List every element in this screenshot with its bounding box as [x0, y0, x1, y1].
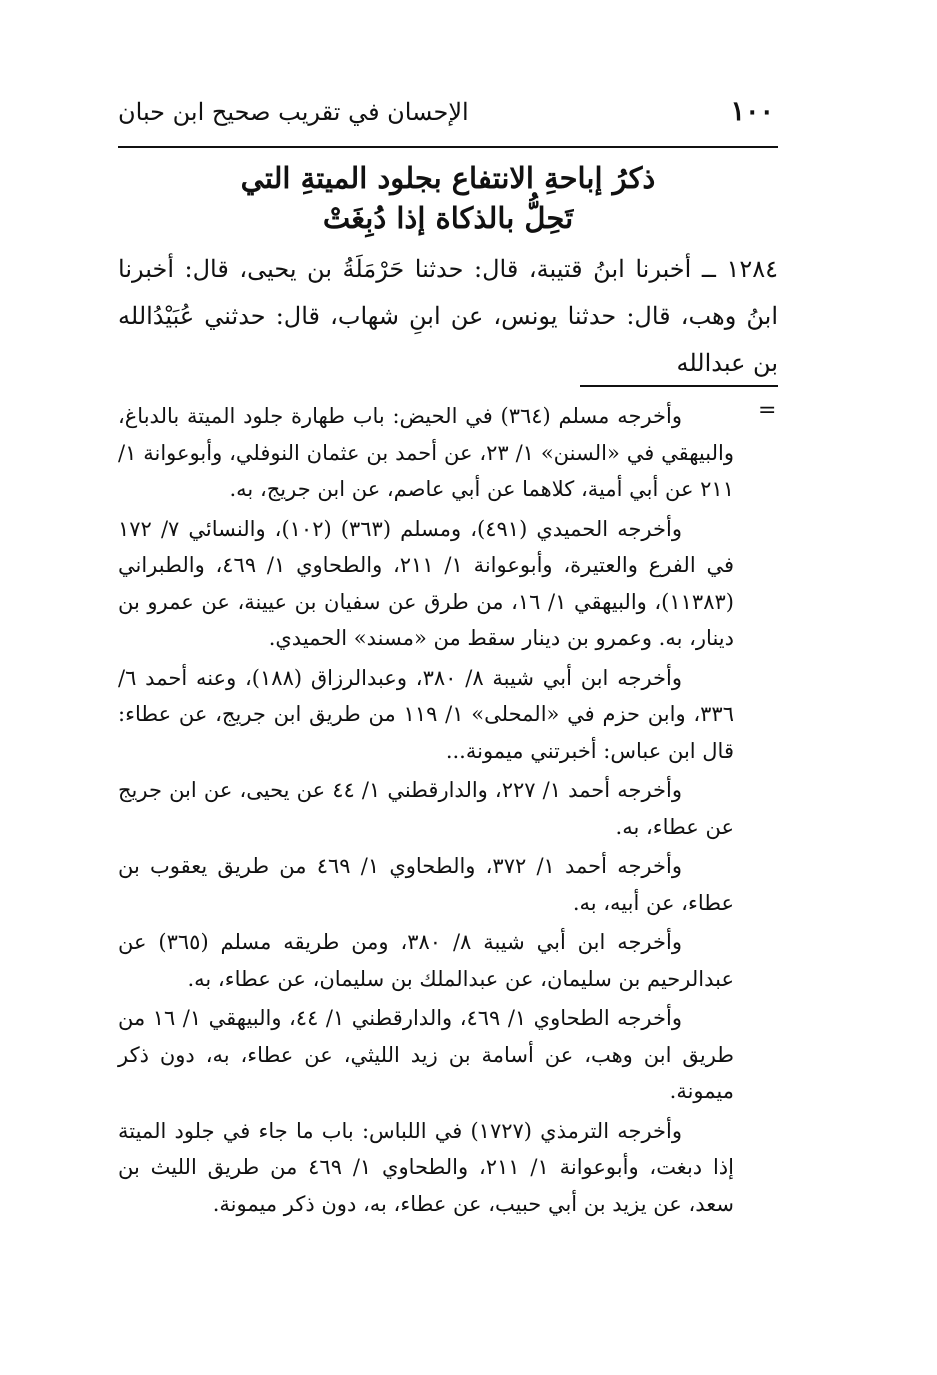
page-number: ١٠٠ — [730, 96, 774, 127]
header-rule — [118, 146, 778, 148]
footnote-paragraph: وأخرجه مسلم (٣٦٤) في الحيض: باب طهارة جلود الميتة بالدباغ، والبيهقي في «السنن» ١/ ٢٣، عن أحمد بن عثمان النوفلي، وأبوعوانة ١/ ٢١١ عن أبي أمية، كلاهما عن أبي عاصم، عن ابن جريج، به. — [118, 404, 734, 501]
footnote-paragraph: وأخرجه ابن أبي شيبة ٨/ ٣٨٠، وعبدالرزاق (١٨٨)، وعنه أحمد ٦/ ٣٣٦، وابن حزم في «المحلى» ١/ ١١٩ من طريق ابن جريج، عن عطاء: قال ابن عباس: أخبرتني ميمونة... — [118, 665, 734, 763]
footnote-paragraph: وأخرجه الحميدي (٤٩١)، ومسلم (٣٦٣) (١٠٢)، والنسائي ٧/ ١٧٢ في الفرع والعتيرة، وأبوعوانة ١/ ٢١١، والطحاوي ١/ ٤٦٩، والطبراني (١١٣٨٣)، والبيهقي ١/ ١٦، من طرق عن سفيان بن عيينة، عن عمرو بن دينار، به. وعمرو بن دينار سقط من «مسند» الحميدي. — [118, 516, 734, 650]
chapter-heading-line-2: تَحِلُّ بالذكاة إذا دُبِغَتْ — [322, 201, 574, 235]
footnote-paragraph: وأخرجه الطحاوي ١/ ٤٦٩، والدارقطني ١/ ٤٤، والبيهقي ١/ ١٦ من طريق ابن وهب، عن أسامة بن زيد الليثي، عن عطاء، به، دون ذكر ميمونة. — [118, 1006, 734, 1103]
footnote-separator-rule — [580, 385, 778, 387]
footnote-paragraph: وأخرجه أحمد ١/ ٢٢٧، والدارقطني ١/ ٤٤ عن يحيى، عن ابن جريج عن عطاء، به. — [118, 778, 734, 839]
footnote-paragraph: وأخرجه ابن أبي شيبة ٨/ ٣٨٠، ومن طريقه مسلم (٣٦٥) عن عبدالرحيم بن سليمان، عن عبدالملك بن سليمان، عن عطاء، به. — [118, 930, 734, 991]
footnote-paragraph: وأخرجه الترمذي (١٧٢٧) في اللباس: باب ما جاء في جلود الميتة إذا دبغت، وأبوعوانة ١/ ٢١١، والطحاوي ١/ ٤٦٩ من طريق الليث بن سعد، عن يزيد بن أبي حبيب، عن عطاء، به، دون ذكر ميمونة. — [118, 1118, 734, 1216]
chapter-heading-line-1: ذكرُ إباحةِ الانتفاع بجلود الميتةِ التي — [240, 161, 656, 195]
book-title: الإحسان في تقريب صحيح ابن حبان — [118, 98, 469, 126]
footnotes — [118, 398, 734, 1225]
running-head — [118, 92, 778, 132]
chapter-heading — [118, 158, 778, 238]
footnote-paragraph: وأخرجه أحمد ١/ ٣٧٢، والطحاوي ١/ ٤٦٩ من طريق يعقوب بن عطاء، عن أبيه، به. — [118, 854, 734, 915]
footnote-continuation-mark: = — [758, 398, 777, 423]
hadith-text: ١٢٨٤ ــ أخبرنا ابنُ قتيبة، قال: حدثنا حَرْمَلَةُ بن يحيى، قال: أخبرنا ابنُ وهب، قال: حدثنا يونس، عن ابنِ شهاب، قال: حدثني عُبَيْدُالله بن عبدالله — [118, 255, 778, 377]
